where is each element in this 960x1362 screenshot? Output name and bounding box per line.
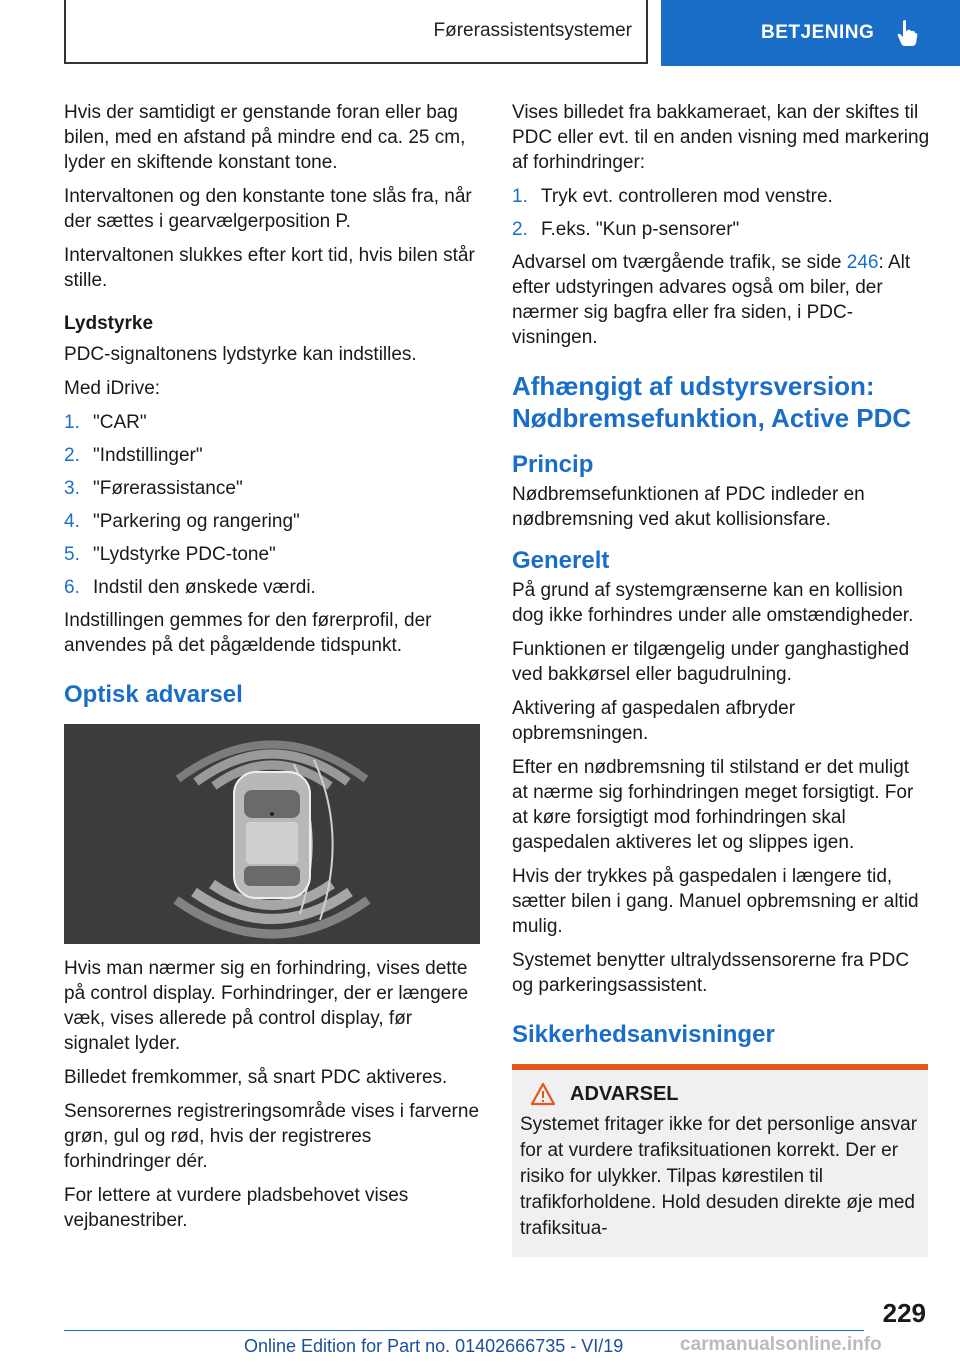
paragraph: Intervaltonen og den konstante tone slås fra, når der sættes i gearvælgerposition P. <box>64 186 472 232</box>
step-number: 6. <box>64 577 80 598</box>
paragraph: Med iDrive: <box>64 378 161 399</box>
paragraph: Billedet fremkommer, så snart PDC aktiveres. <box>64 1067 448 1088</box>
pdc-display-image <box>64 724 480 944</box>
paragraph: Nødbremsefunktionen af PDC indleder en nødbremsning ved akut kollisionsfare. <box>512 484 865 530</box>
volume-heading: Lydstyrke <box>64 313 154 334</box>
section-title: Førerassistentsystemer <box>64 0 648 64</box>
paragraph: Hvis man nærmer sig en forhindring, vises dette på control display. Forhindringer, der er længere væk, vises allerede på control display, før signalet lyder. <box>64 958 469 1054</box>
principle-heading: Princip <box>512 451 594 478</box>
warning-triangle-icon <box>530 1082 556 1106</box>
list-item <box>64 575 482 600</box>
watermark: carmanualsonline.info <box>680 1334 882 1355</box>
right-column <box>512 100 930 1257</box>
list-item <box>512 217 930 242</box>
step-text: F.eks. "Kun p-sensorer" <box>541 219 740 240</box>
text-segment: : Alt efter udstyringen advares også om biler, der nærmer sig bagfra eller fra siden, i PDC-visningen. <box>512 252 911 348</box>
step-number: 5. <box>64 544 80 565</box>
warning-header <box>530 1082 920 1106</box>
page-header <box>0 0 960 66</box>
list-item <box>512 184 930 209</box>
warning-text: Systemet fritager ikke for det personlige ansvar for at vurdere trafiksituationen korrekt. Der er risiko for ulykker. Tilpas kørestilen til trafikforholdene. Hold desuden direkte øje med trafiksitua- <box>520 1114 918 1239</box>
idrive-steps-list <box>64 410 482 600</box>
step-number: 4. <box>64 511 80 532</box>
paragraph: På grund af systemgrænserne kan en kollision dog ikke forhindres under alle omstændigheder. <box>512 580 914 626</box>
step-number: 2. <box>512 219 528 240</box>
chapter-tab <box>661 0 960 66</box>
list-item <box>64 542 482 567</box>
paragraph <box>512 250 930 350</box>
step-text: "Førerassistance" <box>93 478 243 499</box>
list-item <box>64 443 482 468</box>
list-item <box>64 476 482 501</box>
chapter-title: BETJENING <box>761 22 875 43</box>
page-link-246[interactable]: 246 <box>846 252 879 273</box>
safety-heading: Sikkerhedsanvisninger <box>512 1021 775 1048</box>
page-number: 229 <box>882 1298 926 1328</box>
optical-warning-heading: Optisk advarsel <box>64 681 243 708</box>
step-number: 2. <box>64 445 80 466</box>
step-number: 3. <box>64 478 80 499</box>
paragraph: Hvis der trykkes på gaspedalen i længere tid, sætter bilen i gang. Manuel opbremsning er altid mulig. <box>512 866 919 937</box>
step-text: "Lydstyrke PDC-tone" <box>93 544 276 565</box>
left-column <box>64 100 482 1242</box>
pdc-car-illustration <box>64 724 480 944</box>
edition-footer: Online Edition for Part no. 01402666735 - VI/19 <box>244 1336 624 1356</box>
pointing-hand-icon <box>896 19 918 47</box>
paragraph: Indstillingen gemmes for den førerprofil, der anvendes på det pågældende tidspunkt. <box>64 610 432 656</box>
warning-box <box>512 1064 928 1257</box>
paragraph: Vises billedet fra bakkameraet, kan der skiftes til PDC eller evt. til en anden visning med markering af forhindringer: <box>512 102 930 173</box>
paragraph: Intervaltonen slukkes efter kort tid, hvis bilen står stille. <box>64 245 475 291</box>
step-text: Indstil den ønskede værdi. <box>93 577 316 598</box>
paragraph: Efter en nødbremsning til stilstand er det muligt at nærme sig forhindringen meget forsigtigt. For at køre forsigtigt mod forhindringen skal gaspedalen aktiveres let og slippes igen. <box>512 757 914 853</box>
list-item <box>64 410 482 435</box>
step-text: "CAR" <box>93 412 147 433</box>
paragraph: Funktionen er tilgængelig under ganghastighed ved bakkørsel eller bagudrulning. <box>512 639 910 685</box>
general-heading: Generelt <box>512 547 610 574</box>
text-segment: Advarsel om tværgående trafik, se side <box>512 252 847 273</box>
footer-divider <box>64 1330 864 1331</box>
paragraph: For lettere at vurdere pladsbehovet vises vejbanestriber. <box>64 1185 409 1231</box>
paragraph: Hvis der samtidigt er genstande foran eller bag bilen, med en afstand på mindre end ca. 25 cm, lyder en skiftende konstant tone. <box>64 102 466 173</box>
step-number: 1. <box>64 412 80 433</box>
paragraph: PDC-signaltonens lydstyrke kan indstilles. <box>64 344 417 365</box>
display-steps-list <box>512 184 930 242</box>
paragraph: Systemet benytter ultralydssensorerne fra PDC og parkeringsassistent. <box>512 950 910 996</box>
step-text: "Indstillinger" <box>93 445 203 466</box>
warning-label: ADVARSEL <box>570 1082 679 1105</box>
emergency-brake-heading: Afhængigt af udstyrsversion: Nødbremsefunktion, Active PDC <box>512 371 912 433</box>
paragraph: Sensorernes registreringsområde vises i farverne grøn, gul og rød, hvis der registreres forhindringer dér. <box>64 1101 480 1172</box>
step-number: 1. <box>512 186 528 207</box>
list-item <box>64 509 482 534</box>
step-text: Tryk evt. controlleren mod venstre. <box>541 186 833 207</box>
paragraph: Aktivering af gaspedalen afbryder opbremsningen. <box>512 698 796 744</box>
step-text: "Parkering og rangering" <box>93 511 300 532</box>
